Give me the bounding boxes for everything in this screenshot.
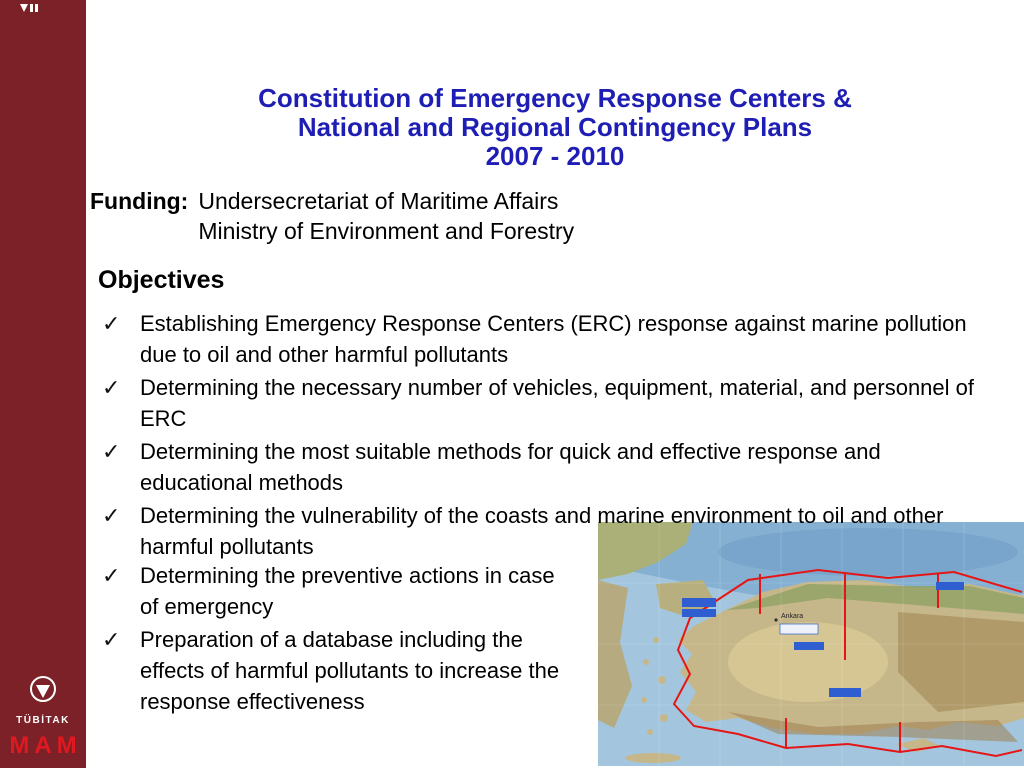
slide-title xyxy=(86,84,1024,171)
tubitak-emblem-icon xyxy=(24,674,62,708)
objective-item xyxy=(100,308,992,370)
tubitak-wordmark: TÜBİTAK xyxy=(16,715,70,726)
objective-text: Establishing Emergency Response Centers (ERC) response against marine pollution due to oil and other harmful pollutants xyxy=(140,311,967,367)
tubitak-mini-logo-icon xyxy=(16,2,44,23)
objective-item xyxy=(100,560,578,622)
check-icon: ✓ xyxy=(102,503,121,528)
objective-item xyxy=(100,372,992,434)
sidebar-bar xyxy=(0,0,86,768)
funding-block xyxy=(90,186,574,246)
check-icon: ✓ xyxy=(102,311,121,336)
tubitak-mam-logo xyxy=(0,674,86,760)
funding-label: Funding: xyxy=(90,188,189,214)
funding-line-2: Ministry of Environment and Forestry xyxy=(198,218,575,244)
objective-text: Determining the preventive actions in case of emergency xyxy=(140,563,555,619)
check-icon: ✓ xyxy=(102,439,121,464)
check-icon: ✓ xyxy=(102,627,121,652)
objective-item xyxy=(100,436,992,498)
objective-text: Determining the most suitable methods for quick and effective response and educational methods xyxy=(140,439,881,495)
check-icon: ✓ xyxy=(102,375,121,400)
mam-wordmark: MAM xyxy=(9,732,82,759)
objective-item xyxy=(100,624,578,717)
objectives-list-narrow xyxy=(100,560,578,719)
ankara-label: Ankara xyxy=(781,613,804,620)
objective-text: Determining the necessary number of vehicles, equipment, material, and personnel of ERC xyxy=(140,375,975,431)
objectives-heading: Objectives xyxy=(98,266,225,294)
objective-item xyxy=(100,500,992,562)
objective-text: Determining the vulnerability of the coasts and marine environment to oil and other harmful pollutants xyxy=(140,503,944,559)
objectives-list-wide xyxy=(100,308,992,564)
ankara-dot xyxy=(774,618,777,621)
funding-line-1: Undersecretariat of Maritime Affairs xyxy=(198,188,559,214)
title-line-3: 2007 - 2010 xyxy=(485,141,625,171)
objective-text: Preparation of a database including the effects of harmful pollutants to increase the response effectiveness xyxy=(140,627,560,714)
title-line-1: Constitution of Emergency Response Centers & xyxy=(258,83,852,113)
check-icon: ✓ xyxy=(102,563,121,588)
title-line-2: National and Regional Contingency Plans xyxy=(297,112,813,142)
